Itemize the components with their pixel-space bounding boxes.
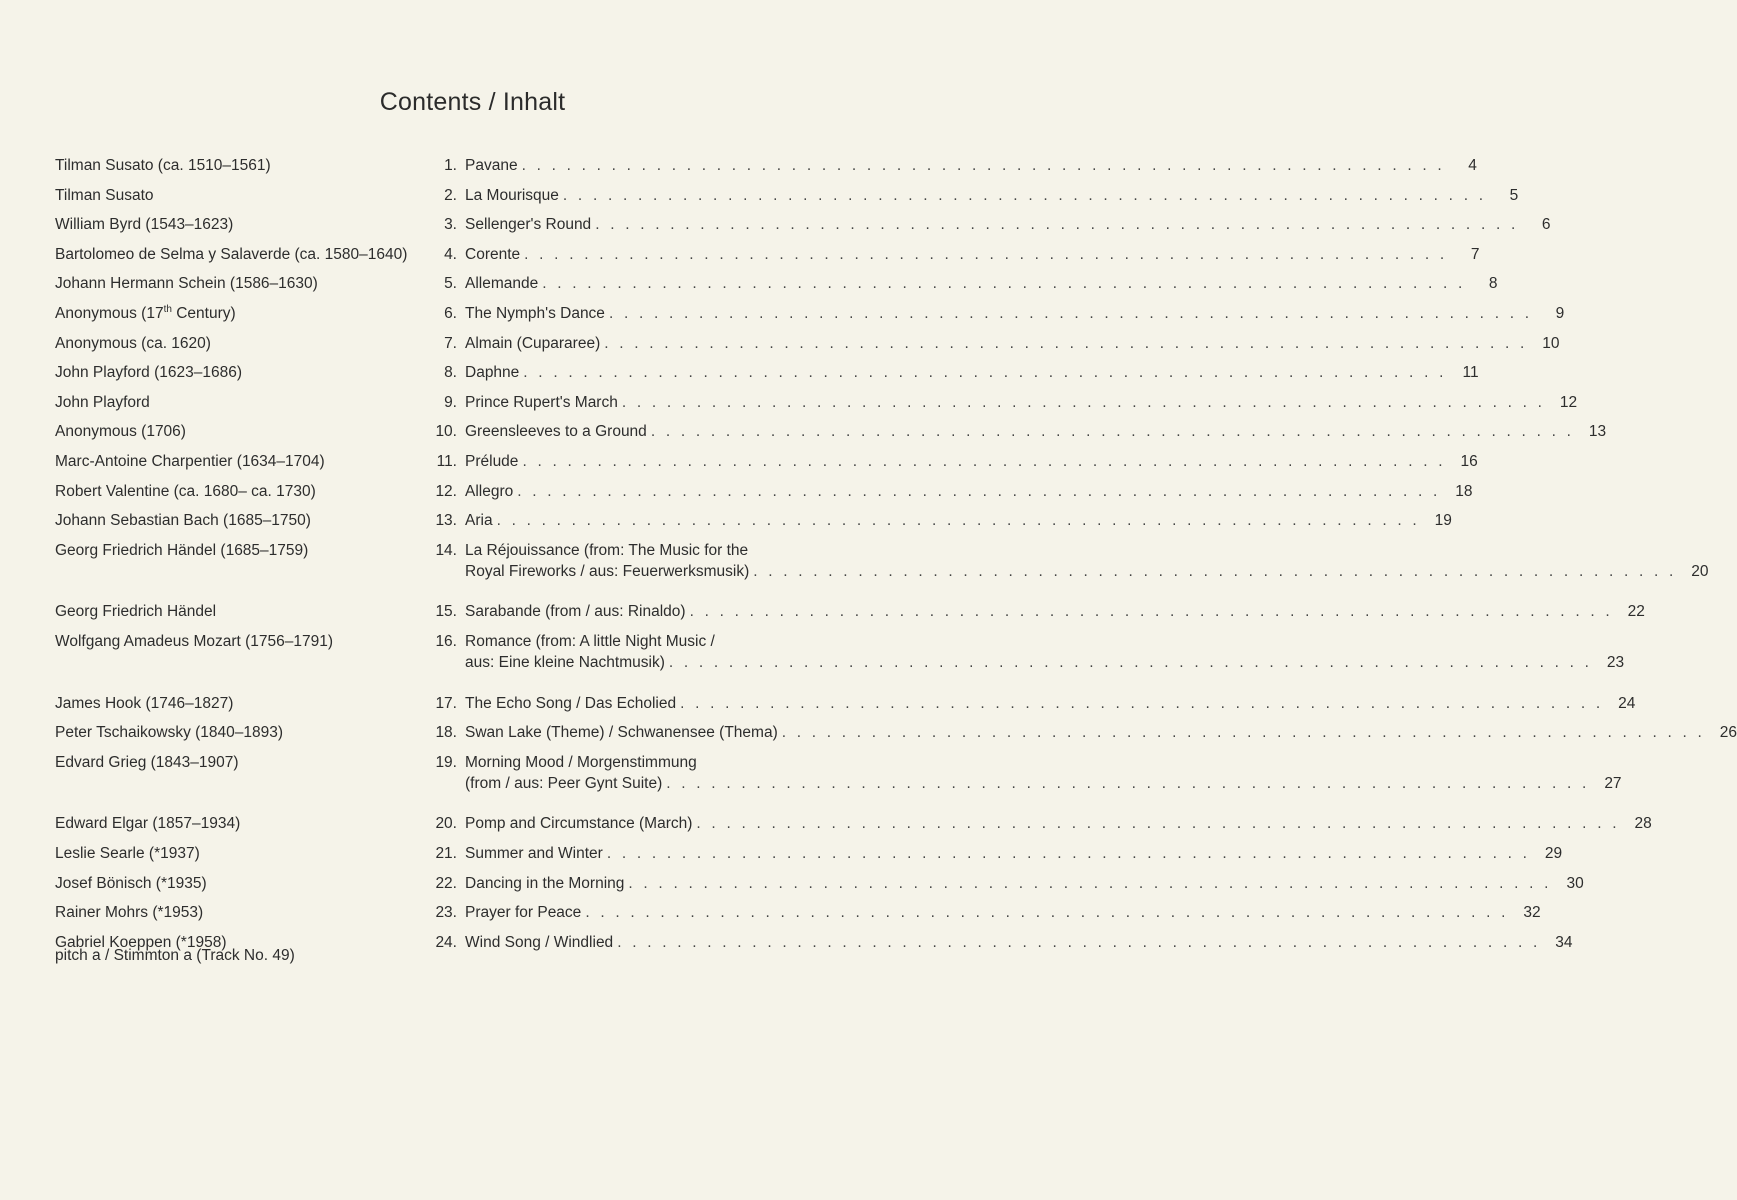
composer-name: Robert Valentine (ca. 1680– ca. 1730) [55, 482, 316, 500]
composer-name: Tilman Susato (ca. 1510–1561) [55, 157, 271, 174]
page-number: 7 [1470, 245, 1480, 263]
piece-title: Sarabande (from / aus: Rinaldo) [465, 603, 686, 621]
page-number: 22 [1627, 603, 1645, 621]
piece-title: The Echo Song / Das Echolied [465, 694, 677, 712]
composer-name: William Byrd (1543–1623) [55, 216, 234, 234]
dot-leader: . . . . . . . . . . . . . . . . . . . . . . . . . . . . . . . . . . . . . . . . . . . . . . . . . . . . . . . . . . . . . . [608, 305, 1533, 322]
page-number: 5 [1509, 186, 1519, 204]
piece-title: Prélude [465, 453, 519, 470]
piece-title-block [465, 511, 1452, 532]
page-number: 26 [1719, 724, 1737, 742]
piece-title-line [465, 511, 1452, 532]
composer-name: John Playford (1623–1686) [55, 364, 242, 382]
piece-title-line [465, 562, 1709, 583]
piece-title-block [465, 694, 1636, 715]
piece-title: Prayer for Peace [465, 904, 582, 922]
piece-number: 17. [435, 694, 457, 712]
dot-leader: . . . . . . . . . . . . . . . . . . . . . . . . . . . . . . . . . . . . . . . . . . . . . . . . . . . . . . . . . . . . . . [650, 423, 1575, 441]
composer-name: Leslie Searle (*1937) [55, 845, 200, 862]
dot-leader: . . . . . . . . . . . . . . . . . . . . . . . . . . . . . . . . . . . . . . . . . . . . . . . . . . . . . . . . . . . . . . [521, 157, 1445, 174]
page-number: 23 [1606, 654, 1625, 671]
piece-number: 5. [444, 275, 457, 293]
composer-name: John Playford [55, 393, 150, 411]
piece-title-block [465, 186, 1519, 207]
piece-title: Romance (from: A little Night Music / [465, 633, 715, 650]
page-number: 30 [1566, 874, 1584, 892]
page-number: 18 [1455, 482, 1473, 500]
piece-title: Summer and Winter [465, 845, 603, 862]
piece-title: Daphne [465, 364, 520, 382]
piece-title-line [465, 186, 1519, 207]
piece-title: Corente [465, 245, 521, 263]
piece-number: 10. [435, 423, 457, 441]
dot-leader: . . . . . . . . . . . . . . . . . . . . . . . . . . . . . . . . . . . . . . . . . . . . . . . . . . . . . . . . . . . . . . [517, 482, 1441, 500]
piece-title: Pomp and Circumstance (March) [465, 815, 693, 833]
pitch-footnote: pitch a / Stimmton a (Track No. 49) [55, 947, 295, 964]
piece-title-block [465, 753, 1622, 795]
piece-number: 6. [444, 305, 457, 322]
piece-title-block [465, 844, 1563, 865]
dot-leader: . . . . . . . . . . . . . . . . . . . . . . . . . . . . . . . . . . . . . . . . . . . . . . . . . . . . . . . . . . . . . . [781, 724, 1706, 742]
piece-title-block [465, 422, 1607, 443]
piece-title: Wind Song / Windlied [465, 933, 614, 951]
piece-number: 19. [435, 753, 457, 771]
piece-title-block [465, 215, 1551, 236]
composer-name: Josef Bönisch (*1935) [55, 874, 207, 892]
page-number: 13 [1588, 423, 1607, 441]
piece-title: Greensleeves to a Ground [465, 423, 647, 441]
page-number: 24 [1618, 694, 1636, 712]
page-number: 6 [1541, 216, 1551, 234]
piece-title-block [465, 274, 1498, 295]
page-title: Contents / Inhalt [379, 88, 566, 116]
piece-title: Allemande [465, 275, 539, 293]
composer-name: Edvard Grieg (1843–1907) [55, 753, 239, 771]
dot-leader: . . . . . . . . . . . . . . . . . . . . . . . . . . . . . . . . . . . . . . . . . . . . . . . . . . . . . . . . . . . . . . [496, 512, 1420, 530]
dot-leader: . . . . . . . . . . . . . . . . . . . . . . . . . . . . . . . . . . . . . . . . . . . . . . . . . . . . . . . . . . . . . . [668, 654, 1593, 671]
page-number: 12 [1559, 393, 1578, 411]
piece-title: Allegro [465, 482, 514, 500]
composer-name: Georg Friedrich Händel (1685–1759) [55, 541, 309, 559]
piece-title-block [465, 723, 1737, 744]
dot-leader: . . . . . . . . . . . . . . . . . . . . . . . . . . . . . . . . . . . . . . . . . . . . . . . . . . . . . . . . . . . . . . [617, 933, 1541, 951]
piece-number: 15. [435, 603, 457, 621]
piece-title: Swan Lake (Theme) / Schwanensee (Thema) [465, 724, 778, 742]
dot-leader: . . . . . . . . . . . . . . . . . . . . . . . . . . . . . . . . . . . . . . . . . . . . . . . . . . . . . . . . . . . . . . [604, 334, 1528, 352]
piece-title-line [465, 723, 1737, 744]
page-number: 10 [1542, 334, 1560, 352]
dot-leader: . . . . . . . . . . . . . . . . . . . . . . . . . . . . . . . . . . . . . . . . . . . . . . . . . . . . . . . . . . . . . . [628, 874, 1552, 892]
piece-title-line [465, 156, 1477, 177]
piece-title-line [465, 753, 891, 774]
piece-number: 1. [444, 157, 457, 174]
piece-title-block [465, 482, 1473, 503]
page-number: 29 [1544, 845, 1563, 862]
dot-leader: . . . . . . . . . . . . . . . . . . . . . . . . . . . . . . . . . . . . . . . . . . . . . . . . . . . . . . . . . . . . . . [523, 364, 1447, 382]
piece-title-line [465, 602, 1645, 623]
piece-number: 14. [435, 541, 457, 559]
dot-leader: . . . . . . . . . . . . . . . . . . . . . . . . . . . . . . . . . . . . . . . . . . . . . . . . . . . . . . . . . . . . . . [524, 245, 1448, 263]
piece-number: 4. [444, 245, 457, 263]
page-number: 8 [1488, 275, 1498, 293]
piece-number: 13. [435, 512, 457, 530]
piece-title-block [465, 245, 1480, 266]
page-number: 19 [1434, 512, 1452, 530]
composer-name: Johann Hermann Schein (1586–1630) [55, 275, 318, 293]
piece-title-line [465, 933, 1573, 954]
dot-leader: . . . . . . . . . . . . . . . . . . . . . . . . . . . . . . . . . . . . . . . . . . . . . . . . . . . . . . . . . . . . . . [621, 393, 1546, 411]
page-number: 11 [1462, 364, 1479, 382]
piece-title-line [465, 541, 891, 562]
piece-title: Almain (Cupararee) [465, 334, 601, 352]
dot-leader: . . . . . . . . . . . . . . . . . . . . . . . . . . . . . . . . . . . . . . . . . . . . . . . . . . . . . . . . . . . . . . [542, 275, 1466, 293]
piece-title-block [465, 334, 1560, 355]
piece-title-line [465, 215, 1551, 236]
composer-name-superscript: th [163, 303, 172, 315]
piece-title-line [465, 304, 1565, 325]
piece-title-line [465, 844, 1563, 865]
piece-title: La Réjouissance (from: The Music for the [465, 541, 749, 559]
composer-name: Bartolomeo de Selma y Salaverde (ca. 1580–1640) [55, 245, 408, 263]
piece-title-block [465, 393, 1578, 414]
dot-leader: . . . . . . . . . . . . . . . . . . . . . . . . . . . . . . . . . . . . . . . . . . . . . . . . . . . . . . . . . . . . . . [753, 562, 1677, 580]
piece-number: 21. [435, 845, 457, 862]
piece-title-block [465, 903, 1541, 924]
page-number: 4 [1468, 157, 1477, 174]
piece-number: 24. [435, 933, 457, 951]
composer-name: Tilman Susato [55, 186, 154, 204]
piece-number: 9. [444, 393, 457, 411]
piece-title: (from / aus: Peer Gynt Suite) [465, 774, 663, 792]
piece-title: Royal Fireworks / aus: Feuerwerksmusik) [465, 562, 750, 580]
piece-title-line [465, 245, 1480, 266]
piece-title-line [465, 874, 1584, 895]
composer-name: Anonymous (1706) [55, 423, 186, 441]
piece-title: The Nymph's Dance [465, 305, 605, 322]
piece-title: Aria [465, 512, 493, 530]
piece-title-block [465, 874, 1584, 895]
piece-number: 7. [444, 334, 457, 352]
page-number: 27 [1604, 774, 1622, 792]
composer-name: Edward Elgar (1857–1934) [55, 815, 241, 833]
piece-title: Dancing in the Morning [465, 874, 625, 892]
dot-leader: . . . . . . . . . . . . . . . . . . . . . . . . . . . . . . . . . . . . . . . . . . . . . . . . . . . . . . . . . . . . . . [522, 453, 1446, 470]
piece-number: 16. [435, 633, 457, 650]
composer-name: Marc-Antoine Charpentier (1634–1704) [55, 453, 325, 470]
piece-title-line [465, 774, 1622, 795]
piece-title-block [465, 304, 1565, 325]
piece-number: 3. [444, 216, 457, 234]
piece-title: aus: Eine kleine Nachtmusik) [465, 654, 665, 671]
page-number: 34 [1555, 933, 1573, 951]
piece-title-line [465, 653, 1625, 674]
page-number: 28 [1634, 815, 1652, 833]
piece-title-line [465, 274, 1498, 295]
composer-name: Anonymous (ca. 1620) [55, 334, 211, 352]
dot-leader: . . . . . . . . . . . . . . . . . . . . . . . . . . . . . . . . . . . . . . . . . . . . . . . . . . . . . . . . . . . . . . [562, 186, 1487, 204]
piece-title-block [465, 632, 1625, 674]
piece-title-line [465, 632, 891, 653]
piece-number: 23. [435, 904, 457, 922]
page-number: 32 [1523, 904, 1541, 922]
piece-number: 11. [436, 453, 457, 470]
piece-title-block [465, 541, 1709, 583]
composer-name: Johann Sebastian Bach (1685–1750) [55, 512, 311, 530]
piece-title: Sellenger's Round [465, 216, 592, 234]
dot-leader: . . . . . . . . . . . . . . . . . . . . . . . . . . . . . . . . . . . . . . . . . . . . . . . . . . . . . . . . . . . . . . [595, 216, 1519, 234]
piece-title-line [465, 482, 1473, 503]
dot-leader: . . . . . . . . . . . . . . . . . . . . . . . . . . . . . . . . . . . . . . . . . . . . . . . . . . . . . . . . . . . . . . [666, 774, 1590, 792]
piece-title: La Mourisque [465, 186, 559, 204]
piece-title-block [465, 602, 1645, 623]
composer-name: Rainer Mohrs (*1953) [55, 904, 204, 922]
piece-number: 2. [444, 186, 457, 204]
piece-title-line [465, 334, 1560, 355]
piece-number: 22. [435, 874, 457, 892]
composer-name: Wolfgang Amadeus Mozart (1756–1791) [55, 633, 334, 650]
piece-title-block [465, 933, 1573, 954]
piece-title-line [465, 393, 1578, 414]
dot-leader: . . . . . . . . . . . . . . . . . . . . . . . . . . . . . . . . . . . . . . . . . . . . . . . . . . . . . . . . . . . . . . [585, 904, 1509, 922]
piece-title-line [465, 694, 1636, 715]
piece-title-line [465, 452, 1478, 473]
piece-title-block [465, 156, 1477, 177]
piece-title-line [465, 363, 1479, 384]
piece-number: 12. [435, 482, 457, 500]
piece-title-block [465, 452, 1478, 473]
composer-name [55, 304, 236, 324]
dot-leader: . . . . . . . . . . . . . . . . . . . . . . . . . . . . . . . . . . . . . . . . . . . . . . . . . . . . . . . . . . . . . . [696, 815, 1620, 833]
page-number: 9 [1555, 305, 1565, 322]
composer-name: Gabriel Koeppen (*1958) [55, 933, 227, 951]
piece-title-line [465, 903, 1541, 924]
piece-title-line [465, 814, 1652, 835]
dot-leader: . . . . . . . . . . . . . . . . . . . . . . . . . . . . . . . . . . . . . . . . . . . . . . . . . . . . . . . . . . . . . . [680, 694, 1604, 712]
piece-number: 8. [444, 364, 457, 382]
piece-number: 18. [435, 724, 457, 742]
piece-title: Prince Rupert's March [465, 393, 618, 411]
piece-title-block [465, 363, 1479, 384]
composer-name-part: Anonymous (17 [55, 305, 164, 322]
piece-title-block [465, 814, 1652, 835]
dot-leader: . . . . . . . . . . . . . . . . . . . . . . . . . . . . . . . . . . . . . . . . . . . . . . . . . . . . . . . . . . . . . . [606, 845, 1531, 862]
dot-leader: . . . . . . . . . . . . . . . . . . . . . . . . . . . . . . . . . . . . . . . . . . . . . . . . . . . . . . . . . . . . . . [689, 603, 1613, 621]
composer-name: Peter Tschaikowsky (1840–1893) [55, 724, 284, 742]
composer-name: Georg Friedrich Händel [55, 603, 217, 621]
composer-name-part: Century) [171, 305, 236, 322]
piece-number: 20. [435, 815, 457, 833]
page-number: 16 [1460, 453, 1478, 470]
page-number: 20 [1691, 562, 1709, 580]
piece-title-line [465, 422, 1607, 443]
piece-title: Pavane [465, 157, 518, 174]
composer-name: James Hook (1746–1827) [55, 694, 234, 712]
piece-title: Morning Mood / Morgenstimmung [465, 753, 697, 771]
